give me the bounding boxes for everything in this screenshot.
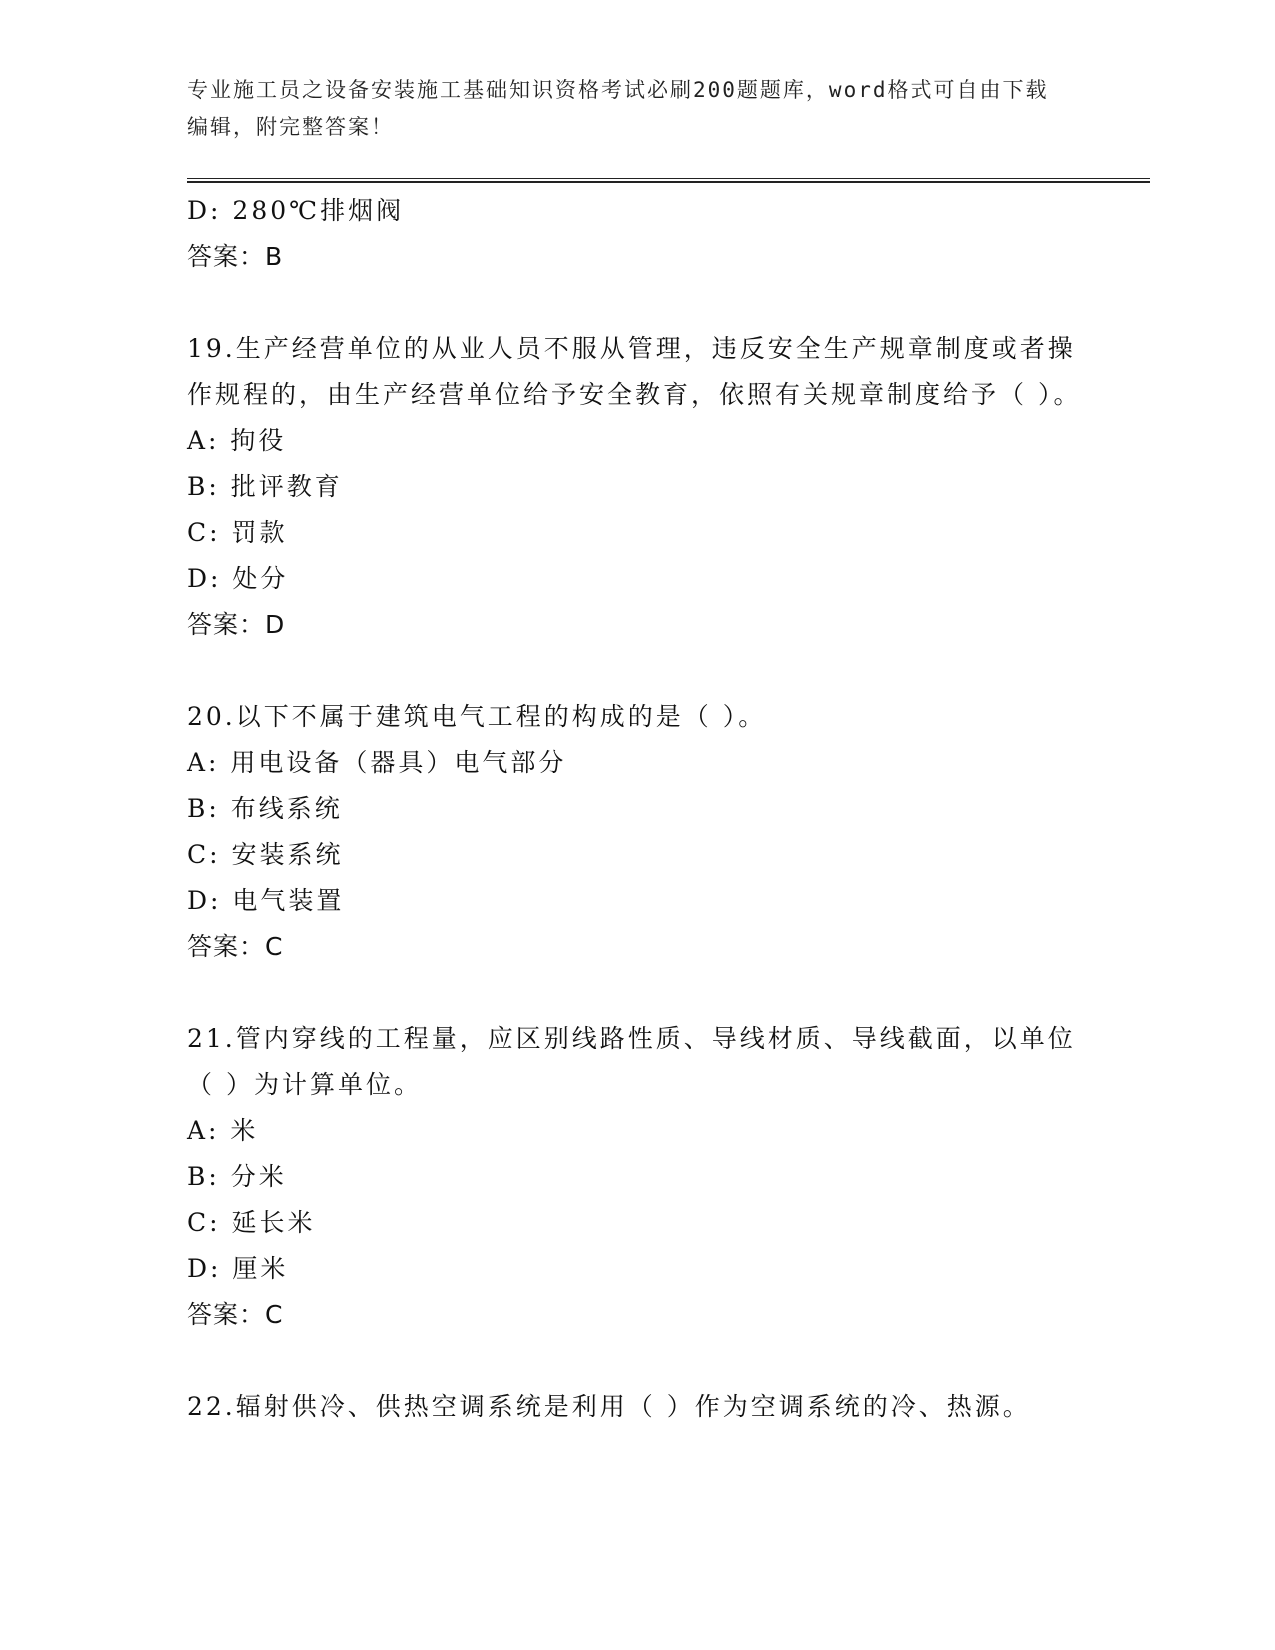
question-text: 20.以下不属于建筑电气工程的构成的是（ ）。 — [187, 702, 767, 731]
question-20 — [187, 694, 1087, 970]
option-a: A: 拘役 — [187, 426, 287, 455]
answer-line: 答案：C — [187, 1300, 284, 1329]
header-text: 专业施工员之设备安装施工基础知识资格考试必刷200题题库，word格式可自由下载编辑，附完整答案！ — [187, 78, 1049, 139]
answer-line: 答案：D — [187, 610, 286, 639]
option-d: D: 处分 — [187, 564, 289, 593]
option-b: B: 批评教育 — [187, 472, 343, 501]
option-c: C: 安装系统 — [187, 840, 344, 869]
option-a: A: 用电设备（器具）电气部分 — [187, 748, 567, 777]
answer-line: 答案：C — [187, 932, 284, 961]
question-list — [187, 188, 1087, 1430]
question-19 — [187, 326, 1087, 648]
option-d: D: 280℃排烟阀 — [187, 196, 405, 225]
option-d: D: 电气装置 — [187, 886, 345, 915]
question-22 — [187, 1384, 1087, 1430]
answer-line: 答案：B — [187, 242, 284, 271]
option-d: D: 厘米 — [187, 1254, 289, 1283]
spacer — [187, 280, 1087, 326]
question-text: 22.辐射供冷、供热空调系统是利用（ ）作为空调系统的冷、热源。 — [187, 1392, 1031, 1421]
document-header — [187, 72, 1067, 146]
option-b: B: 布线系统 — [187, 794, 343, 823]
spacer — [187, 1338, 1087, 1384]
spacer — [187, 648, 1087, 694]
spacer — [187, 970, 1087, 1016]
option-c: C: 延长米 — [187, 1208, 316, 1237]
question-21 — [187, 1016, 1087, 1338]
question-text: 19.生产经营单位的从业人员不服从管理，违反安全生产规章制度或者操作规程的，由生产经营单位给予安全教育，依照有关规章制度给予（ ）。 — [187, 334, 1082, 409]
header-divider — [187, 178, 1150, 183]
option-a: A: 米 — [187, 1116, 259, 1145]
option-b: B: 分米 — [187, 1162, 287, 1191]
option-c: C: 罚款 — [187, 518, 288, 547]
question-text: 21.管内穿线的工程量，应区别线路性质、导线材质、导线截面，以单位（ ）为计算单位。 — [187, 1024, 1076, 1099]
